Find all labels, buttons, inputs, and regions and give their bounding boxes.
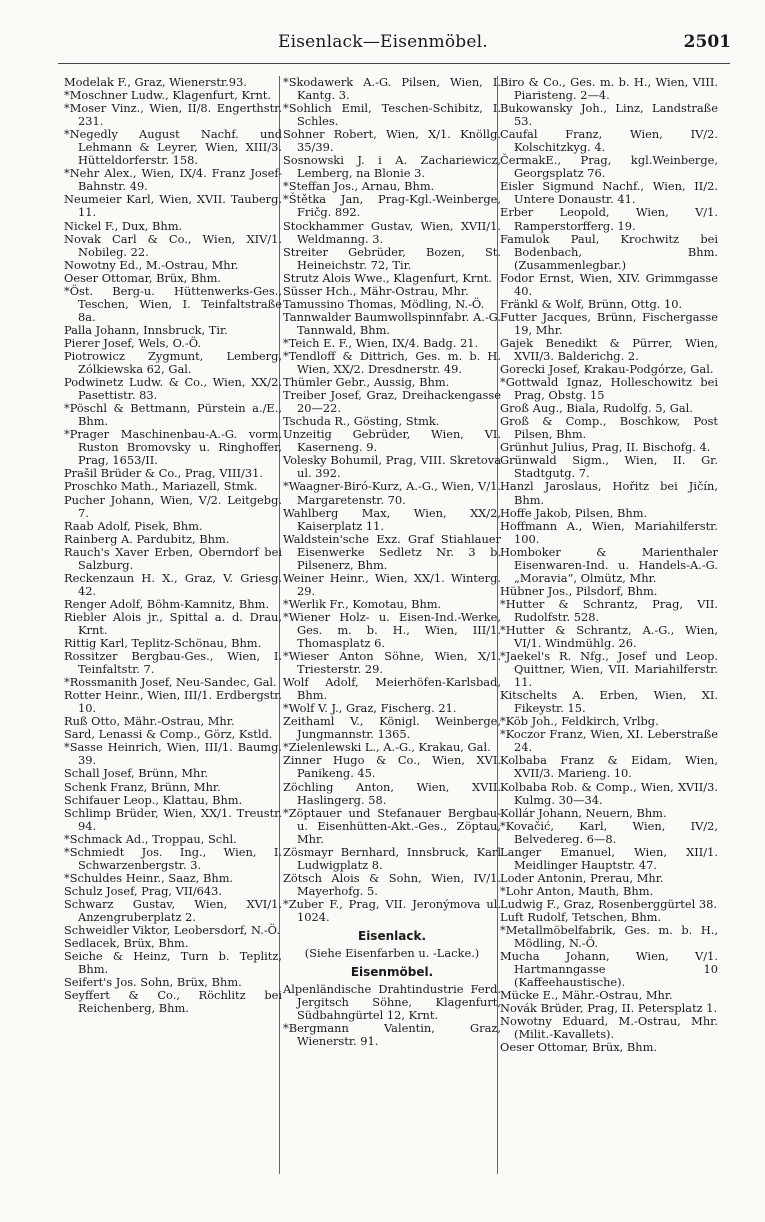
directory-entry: Waldstein'sche Exz. Graf Stiahlauer Eisenwerke Sedletz Nr. 3 b. Pilsenerz, Bhm. — [283, 531, 501, 572]
section-note-eisenlack: (Siehe Eisenfarben u. -Lacke.) — [304, 946, 480, 961]
directory-entry: *Wieser Anton Söhne, Wien, X/1. Triesterstr. 29. — [283, 649, 501, 677]
directory-entry: *Sohlich Emil, Teschen-Schibitz, I. Schles. — [283, 101, 501, 129]
directory-entry: Kollár Johann, Neuern, Bhm. — [500, 805, 667, 820]
directory-entry: Renger Adolf, Böhm-Kamnitz, Bhm. — [64, 596, 270, 611]
directory-entry: Sard, Lenassi & Comp., Görz, Kstld. — [64, 727, 273, 742]
directory-entry: Tamussino Thomas, Mödling, N.-Ö. — [283, 296, 485, 311]
directory-entry: Schall Josef, Brünn, Mhr. — [64, 766, 209, 781]
directory-entry: Neumeier Karl, Wien, XVII. Tauberg. 11. — [64, 192, 282, 220]
directory-entry: Zinner Hugo & Co., Wien, XVI. Panikeng. 45. — [283, 753, 501, 781]
directory-entry: Loder Antonin, Prerau, Mhr. — [500, 870, 664, 885]
directory-entry: Prašil Brüder & Co., Prag, VIII/31. — [64, 466, 264, 481]
directory-entry: *Rossmanith Josef, Neu-Sandec, Gal. — [64, 675, 277, 690]
directory-entry: Zösmayr Bernhard, Innsbruck, Karl Ludwigplatz 8. — [283, 844, 501, 872]
directory-entry: Alpenländische Drahtindustrie Ferd. Jergitsch Söhne, Klagenfurt, Südbahngürtel 12, Krnt. — [283, 982, 501, 1023]
directory-entry: Proschko Math., Mariazell, Stmk. — [64, 479, 258, 494]
directory-entry: Mucha Johann, Wien, V/1. Hartmanngasse 10 (Kaffeehaustische). — [500, 949, 718, 990]
directory-entry: *Nehr Alex., Wien, IX/4. Franz Josef-Bahnstr. 49. — [64, 166, 282, 194]
directory-entry: Rauch's Xaver Erben, Oberndorf bei Salzburg. — [64, 544, 282, 572]
directory-entry: *Köb Joh., Feldkirch, Vrlbg. — [500, 714, 659, 729]
directory-entry: Süsser Hch., Mähr-Ostrau, Mhr. — [283, 283, 469, 298]
directory-entry: *Schuldes Heinr., Saaz, Bhm. — [64, 870, 234, 885]
directory-entry: Modelak F., Graz, Wienerstr.93. — [64, 75, 247, 89]
directory-entry: Homboker & Marienthaler Eisenwaren-Ind. u. Handels-A.-G. „Moravia“, Olmütz, Mhr. — [500, 544, 718, 585]
directory-entry: Biro & Co., Ges. m. b. H., Wien, VIII. Piaristeng. 2—4. — [500, 75, 718, 103]
directory-entry: *Zuber F., Prag, VII. Jeronýmova ul. 1024. — [283, 896, 501, 924]
header-rule — [58, 63, 730, 64]
directory-entry: Famulok Paul, Krochwitz bei Bodenbach, Bhm. (Zusammenlegbar.) — [500, 231, 718, 272]
directory-entry: *Hutter & Schrantz, A.-G., Wien, VI/1. Windmühlg. 26. — [500, 622, 718, 651]
directory-entry: Wahlberg Max, Wien, XX/2, Kaiserplatz 11. — [283, 505, 501, 533]
directory-entry: Palla Johann, Innsbruck, Tir. — [64, 322, 228, 337]
directory-entry: Tschuda R., Gösting, Stmk. — [283, 414, 440, 429]
directory-entry: *Hutter & Schrantz, Prag, VII. Rudolfstr. 528. — [500, 596, 718, 624]
directory-entry: *Bergmann Valentin, Graz, Wienerstr. 91. — [283, 1021, 501, 1049]
directory-entry: Grünwald Sigm., Wien, II. Gr. Stadtgutg. 7. — [500, 453, 718, 481]
directory-entry: ČermakE., Prag, kgl.Weinberge, Georgsplatz 76. — [500, 153, 718, 181]
directory-entry: *Schmack Ad., Troppau, Schl. — [64, 831, 237, 846]
directory-entry: Schweidler Viktor, Leobersdorf, N.-Ö. — [64, 923, 280, 938]
section-heading-eisenlack: Eisenlack. — [358, 929, 426, 944]
directory-entry: Tannwalder Baumwollspinnfabr. A.-G. Tannwald, Bhm. — [283, 309, 501, 337]
directory-entry: *Negedly August Nachf. und Lehmann & Leyrer, Wien, XIII/3. Hütteldorferstr. 158. — [64, 127, 282, 168]
directory-entry: Zötsch Alois & Sohn, Wien, IV/1. Mayerhofg. 5. — [283, 870, 501, 898]
directory-entry: Unzeitig Gebrüder, Wien, VI. Kaserneng. 9. — [283, 427, 501, 455]
directory-entry: *Lohr Anton, Mauth, Bhm. — [500, 883, 654, 898]
directory-entry: Ruß Otto, Mähr.-Ostrau, Mhr. — [64, 714, 235, 729]
directory-entry: *Waagner-Biró-Kurz, A.-G., Wien, V/1. Margaretenstr. 70. — [283, 479, 501, 507]
directory-entry: Zöchling Anton, Wien, XVII. Haslingerg. 58. — [283, 779, 501, 807]
directory-entry: Fränkl & Wolf, Brünn, Ottg. 10. — [500, 296, 683, 311]
running-head: Eisenlack—Eisenmöbel. — [278, 32, 488, 52]
directory-entry: *Tendloff & Dittrich, Ges. m. b. H. Wien, XX/2. Dresdnerstr. 49. — [283, 348, 501, 377]
section-heading-eisenmoebel: Eisenmöbel. — [350, 965, 434, 980]
directory-entry: Schlimp Brüder, Wien, XX/1. Treustr. 94. — [64, 805, 282, 833]
directory-entry: *Gottwald Ignaz, Holleschowitz bei Prag, Obstg. 15 — [500, 375, 718, 403]
column-1 — [64, 76, 282, 1196]
directory-entry: Raab Adolf, Pisek, Bhm. — [64, 518, 203, 533]
directory-entry: Rainberg A. Pardubitz, Bhm. — [64, 531, 230, 546]
directory-entry: *Steffan Jos., Arnau, Bhm. — [283, 179, 435, 194]
directory-entry: Nowotny Ed., M.-Ostrau, Mhr. — [64, 257, 239, 272]
directory-entry: Schenk Franz, Brünn, Mhr. — [64, 779, 221, 794]
directory-entry: Kitschelts A. Erben, Wien, XI. Fikeystr. 15. — [500, 688, 718, 716]
directory-entry: *Zöptauer und Stefanauer Bergbau- u. Eisenhütten-Akt.-Ges., Zöptau, Mhr. — [283, 805, 501, 846]
directory-entry: Gorecki Josef, Krakau-Podgórze, Gal. — [500, 362, 714, 377]
directory-entry: Mücke E., Mähr.-Ostrau, Mhr. — [500, 988, 673, 1003]
directory-entry: Schifauer Leop., Klattau, Bhm. — [64, 792, 243, 807]
directory-entry: *Pöschl & Bettmann, Pürstein a./E., Bhm. — [64, 401, 282, 429]
directory-entry: Kolbaba Franz & Eidam, Wien, XVII/3. Marieng. 10. — [500, 753, 718, 781]
directory-entry: Gajek Benedikt & Pürrer, Wien, XVII/3. Balderichg. 2. — [500, 335, 718, 363]
directory-entry: Pierer Josef, Wels, O.-Ö. — [64, 335, 202, 350]
directory-entry: Thümler Gebr., Aussig, Bhm. — [283, 375, 450, 390]
directory-entry: Luft Rudolf, Tetschen, Bhm. — [500, 910, 662, 924]
directory-entry: Grünhut Julius, Prag, II. Bischofg. 4. — [500, 440, 711, 455]
directory-entry: Rittig Karl, Teplitz-Schönau, Bhm. — [64, 636, 262, 651]
directory-entry: *Jaekel's R. Nfg., Josef und Leop. Quittner, Wien, VII. Mariahilferstr. 11. — [500, 649, 718, 690]
directory-entry: Strutz Alois Wwe., Klagenfurt, Krnt. — [283, 270, 492, 285]
directory-entry: Hübner Jos., Pilsdorf, Bhm. — [500, 583, 658, 598]
directory-entry: Oeser Ottomar, Brüx, Bhm. — [500, 1040, 658, 1055]
directory-entry: Piotrowicz Zygmunt, Lemberg, Zólkiewska 62, Gal. — [64, 348, 282, 377]
column-3 — [500, 76, 718, 1196]
directory-entry: Weiner Heinr., Wien, XX/1. Winterg. 29. — [283, 570, 501, 598]
directory-entry: Groß & Comp., Boschkow, Post Pilsen, Bhm. — [500, 414, 718, 442]
directory-entry: Hanzl Jaroslaus, Hořitz bei Jičín, Bhm. — [500, 479, 718, 507]
directory-entry: Podwinetz Ludw. & Co., Wien, XX/2. Pasettistr. 83. — [64, 375, 282, 403]
directory-entry: Kolbaba Rob. & Comp., Wien, XVII/3. Kulmg. 30—34. — [500, 779, 718, 807]
directory-entry: *Wiener Holz- u. Eisen-Ind.-Werke, Ges. m. b. H., Wien, III/1. Thomasplatz 6. — [283, 609, 501, 651]
directory-entry: Seyffert & Co., Röchlitz bei Reichenberg, Bhm. — [64, 988, 282, 1016]
directory-entry: *Štětka Jan, Prag-Kgl.-Weinberge, Fričg. 892. — [283, 192, 501, 220]
page-header — [0, 30, 765, 56]
directory-entry: Novák Brüder, Prag, II. Petersplatz 1. — [500, 1001, 718, 1016]
directory-entry: Caufal Franz, Wien, IV/2. Kolschitzkyg. 4. — [500, 127, 718, 155]
column-2 — [283, 76, 501, 1196]
directory-entry: Seiche & Heinz, Turn b. Teplitz, Bhm. — [64, 949, 282, 977]
directory-entry: *Sasse Heinrich, Wien, III/1. Baumg. 39. — [64, 740, 282, 768]
directory-entry: Pucher Johann, Wien, V/2. Leitgebg. 7. — [64, 492, 282, 520]
directory-entry: *Zielenlewski L., A.-G., Krakau, Gal. — [283, 740, 491, 755]
directory-entry: Bukowansky Joh., Linz, Landstraße 53. — [500, 101, 718, 129]
directory-entry: Groß Aug., Biala, Rudolfg. 5, Gal. — [500, 401, 693, 416]
directory-entry: Hoffe Jakob, Pilsen, Bhm. — [500, 505, 648, 520]
directory-entry: Riebler Alois jr., Spittal a. d. Drau, Krnt. — [64, 609, 282, 637]
directory-entry: Reckenzaun H. X., Graz, V. Griesg. 42. — [64, 570, 282, 598]
directory-entry: *Moschner Ludw., Klagenfurt, Krnt. — [64, 88, 271, 103]
directory-entry: Fodor Ernst, Wien, XIV. Grimmgasse 40. — [500, 270, 718, 298]
directory-entry: *Kovačić, Karl, Wien, IV/2, Belvedereg. 6—8. — [500, 818, 718, 846]
directory-entry: *Prager Maschinenbau-A.-G. vorm. Ruston Bromovsky u. Ringhoffer, Prag, 1653/II. — [64, 427, 282, 468]
directory-entry: *Moser Vinz., Wien, II/8. Engerthstr. 231. — [64, 101, 282, 129]
directory-entry: *Metallmöbelfabrik, Ges. m. b. H., Mödling, N.-Ö. — [500, 923, 718, 951]
directory-entry: Sedlacek, Brüx, Bhm. — [64, 936, 189, 951]
directory-entry: Langer Emanuel, Wien, XII/1. Meidlinger Hauptstr. 47. — [500, 844, 718, 872]
directory-entry: Zeithaml V., Königl. Weinberge, Jungmannstr. 1365. — [283, 714, 501, 742]
directory-entry: Hoffmann A., Wien, Mariahilferstr. 100. — [500, 518, 718, 546]
directory-entry: Volesky Bohumil, Prag, VIII. Skretova ul. 392. — [283, 453, 501, 481]
directory-entry: Rossitzer Bergbau-Ges., Wien, I. Teinfaltstr. 7. — [64, 649, 282, 677]
directory-entry: Treiber Josef, Graz, Dreihackengasse 20—22. — [283, 388, 501, 416]
directory-entry: *Öst. Berg-u. Hüttenwerks-Ges., Teschen, Wien, I. Teinfaltstraße 8a. — [64, 283, 282, 324]
directory-entry: Oeser Ottomar, Brüx, Bhm. — [64, 270, 222, 285]
directory-entry: *Wolf V. J., Graz, Fischerg. 21. — [283, 701, 457, 716]
directory-entry: Nowotny Eduard, M.-Ostrau, Mhr. (Milit.-Kavallets). — [500, 1014, 718, 1042]
directory-entry: Sohner Robert, Wien, X/1. Knöllg. 35/39. — [283, 127, 501, 155]
directory-entry: Streiter Gebrüder, Bozen, St. Heineichstr. 72, Tir. — [283, 244, 501, 272]
directory-entry: Ludwig F., Graz, Rosenberggürtel 38. — [500, 896, 717, 911]
directory-entry: *Skodawerk A.-G. Pilsen, Wien, I. Kantg. 3. — [283, 75, 501, 103]
directory-entry: Sosnowski J. i A. Zachariewicz, Lemberg, na Blonie 3. — [283, 153, 501, 181]
directory-entry: Eisler Sigmund Nachf., Wien, II/2. Untere Donaustr. 41. — [500, 179, 718, 207]
directory-entry: Schulz Josef, Prag, VII/643. — [64, 883, 223, 898]
directory-entry: Wolf Adolf, Meierhöfen-Karlsbad, Bhm. — [283, 675, 501, 703]
directory-entry: *Koczor Franz, Wien, XI. Leberstraße 24. — [500, 727, 718, 755]
directory-entry: Novak Carl & Co., Wien, XIV/1. Nobileg. 22. — [64, 231, 282, 259]
directory-entry: Erber Leopold, Wien, V/1. Ramperstorfferg. 19. — [500, 205, 718, 233]
page-number: 2501 — [683, 32, 731, 52]
directory-entry: Rotter Heinr., Wien, III/1. Erdbergstr. 10. — [64, 688, 282, 716]
directory-entry: Stockhammer Gustav, Wien, XVII/1. Weldmanng. 3. — [283, 218, 501, 246]
directory-entry: *Schmiedt Jos. Ing., Wien, I. Schwarzenbergstr. 3. — [64, 844, 282, 872]
directory-entry: Nickel F., Dux, Bhm. — [64, 218, 183, 233]
directory-entry: *Teich E. F., Wien, IX/4. Badg. 21. — [283, 335, 479, 350]
directory-entry: Futter Jacques, Brünn, Fischergasse 19, Mhr. — [500, 309, 718, 337]
directory-entry: *Werlik Fr., Komotau, Bhm. — [283, 596, 442, 611]
directory-entry: Schwarz Gustav, Wien, XVI/1. Anzengruberplatz 2. — [64, 896, 282, 924]
directory-entry: Seifert's Jos. Sohn, Brüx, Bhm. — [64, 975, 242, 990]
